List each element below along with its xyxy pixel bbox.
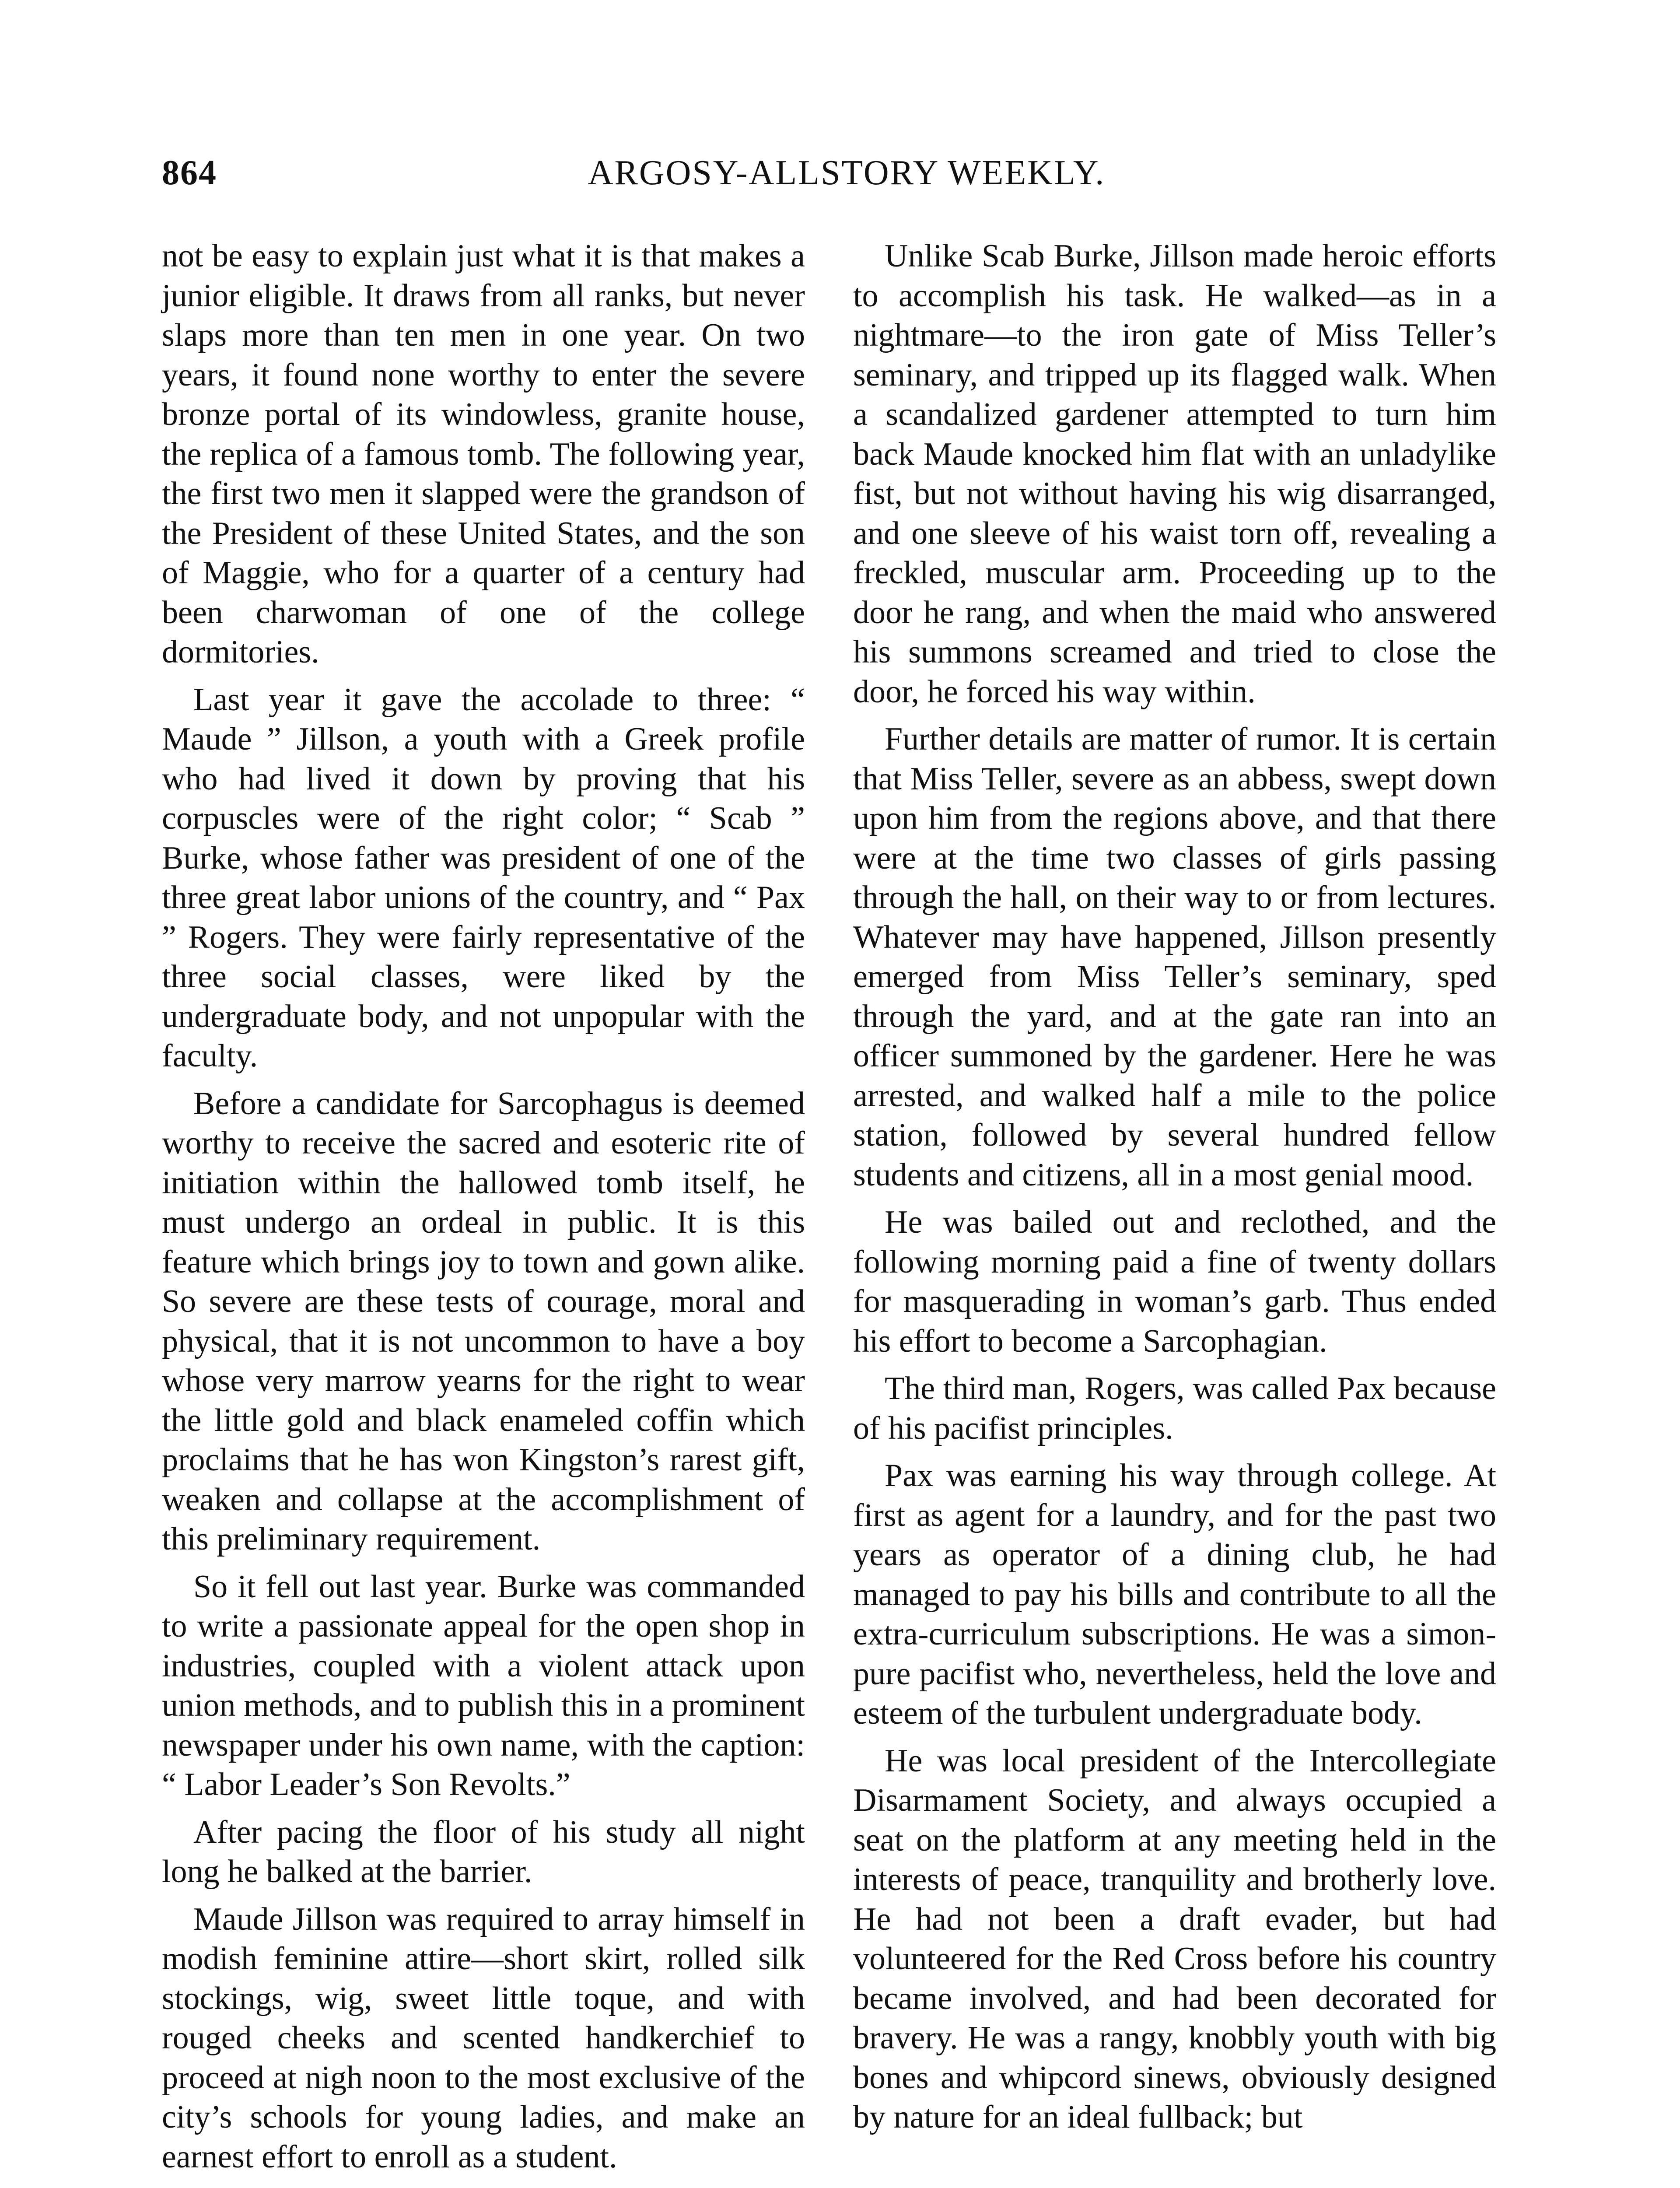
paragraph: Last year it gave the accolade to three: “ Maude ” Jillson, a youth with a Greek profile who had lived it down by proving that his corpuscles were of the right color; “ Scab ” Burke, whose father was president of one of the three great labor unions of the country, and “ Pax ” Rogers. They were fairly representative of the three social classes, were liked by the undergraduate body, and not unpopular with the faculty.	[162, 681, 805, 1074]
right-column	[853, 236, 1496, 2145]
running-title: ARGOSY-ALLSTORY WEEKLY.	[588, 154, 1106, 192]
paragraph: Before a candidate for Sarcophagus is deemed worthy to receive the sacred and esoteric rite of initiation within the hallowed tomb itself, he must undergo an ordeal in public. It is this feature which brings joy to town and gown alike. So severe are these tests of courage, moral and physical, that it is not uncommon to have a boy whose very marrow yearns for the right to wear the little gold and black enameled coffin which proclaims that he has won Kingston’s rarest gift, weaken and collapse at the accomplishment of this preliminary requirement.	[162, 1085, 805, 1557]
paragraph: The third man, Rogers, was called Pax because of his pacifist principles.	[853, 1371, 1496, 1446]
paragraph: Pax was earning his way through college. At first as agent for a laundry, and for the past two years as operator of a dining club, he had managed to pay his bills and contribute to all the extra-curriculum subscriptions. He was a simon-pure pacifist who, nevertheless, held the love and esteem of the turbulent undergraduate body.	[853, 1458, 1496, 1731]
paragraph: Maude Jillson was required to array himself in modish feminine attire—short skirt, rolled silk stockings, wig, sweet little toque, and with rouged cheeks and scented handkerchief to proceed at nigh noon to the most exclusive of the city’s schools for young ladies, and make an earnest effort to enroll as a student.	[162, 1901, 805, 2175]
left-column	[162, 236, 805, 2184]
paragraph: After pacing the floor of his study all night long he balked at the barrier.	[162, 1814, 805, 1890]
paragraph: He was bailed out and reclothed, and the following morning paid a fine of twenty dollars for masquerading in woman’s garb. Thus ended his effort to become a Sarcophagian.	[853, 1204, 1496, 1359]
page-number: 864	[162, 154, 217, 192]
paragraph: So it fell out last year. Burke was commanded to write a passionate appeal for the open shop in industries, coupled with a violent attack upon union methods, and to publish this in a prominent newspaper under his own name, with the caption: “ Labor Leader’s Son Revolts.”	[162, 1568, 805, 1802]
paragraph: Further details are matter of rumor. It is certain that Miss Teller, severe as an abbess, swept down upon him from the regions above, and that there were at the time two classes of girls passing through the hall, on their way to or from lectures. Whatever may have happened, Jillson presently emerged from Miss Teller’s seminary, sped through the yard, and at the gate ran into an officer summoned by the gardener. Here he was arrested, and walked half a mile to the police station, followed by several hundred fellow students and citizens, all in a most genial mood.	[853, 721, 1496, 1193]
paragraph: He was local president of the Intercollegiate Disarmament Society, and always occupied a seat on the platform at any meeting held in the interests of peace, tranquility and brotherly love. He had not been a draft evader, but had volunteered for the Red Cross before his country became involved, and had been decorated for bravery. He was a rangy, knobbly youth with big bones and whipcord sinews, obviously designed by nature for an ideal fullback; but	[853, 1743, 1496, 2135]
page-header	[162, 153, 1531, 206]
paragraph: Unlike Scab Burke, Jillson made heroic efforts to accomplish his task. He walked—as in a nightmare—to the iron gate of Miss Teller’s seminary, and tripped up its flagged walk. When a scandalized gardener attempted to turn him back Maude knocked him flat with an unladylike fist, but not without having his wig disarranged, and one sleeve of his waist torn off, revealing a freckled, muscular arm. Proceeding up to the door he rang, and when the maid who answered his summons screamed and tried to close the door, he forced his way within.	[853, 238, 1496, 710]
paragraph: not be easy to explain just what it is that makes a junior eligible. It draws from all ranks, but never slaps more than ten men in one year. On two years, it found none worthy to enter the severe bronze portal of its windowless, granite house, the replica of a famous tomb. The following year, the first two men it slapped were the grandson of the President of these United States, and the son of Maggie, who for a quarter of a century had been charwoman of one of the college dormitories.	[162, 238, 805, 670]
